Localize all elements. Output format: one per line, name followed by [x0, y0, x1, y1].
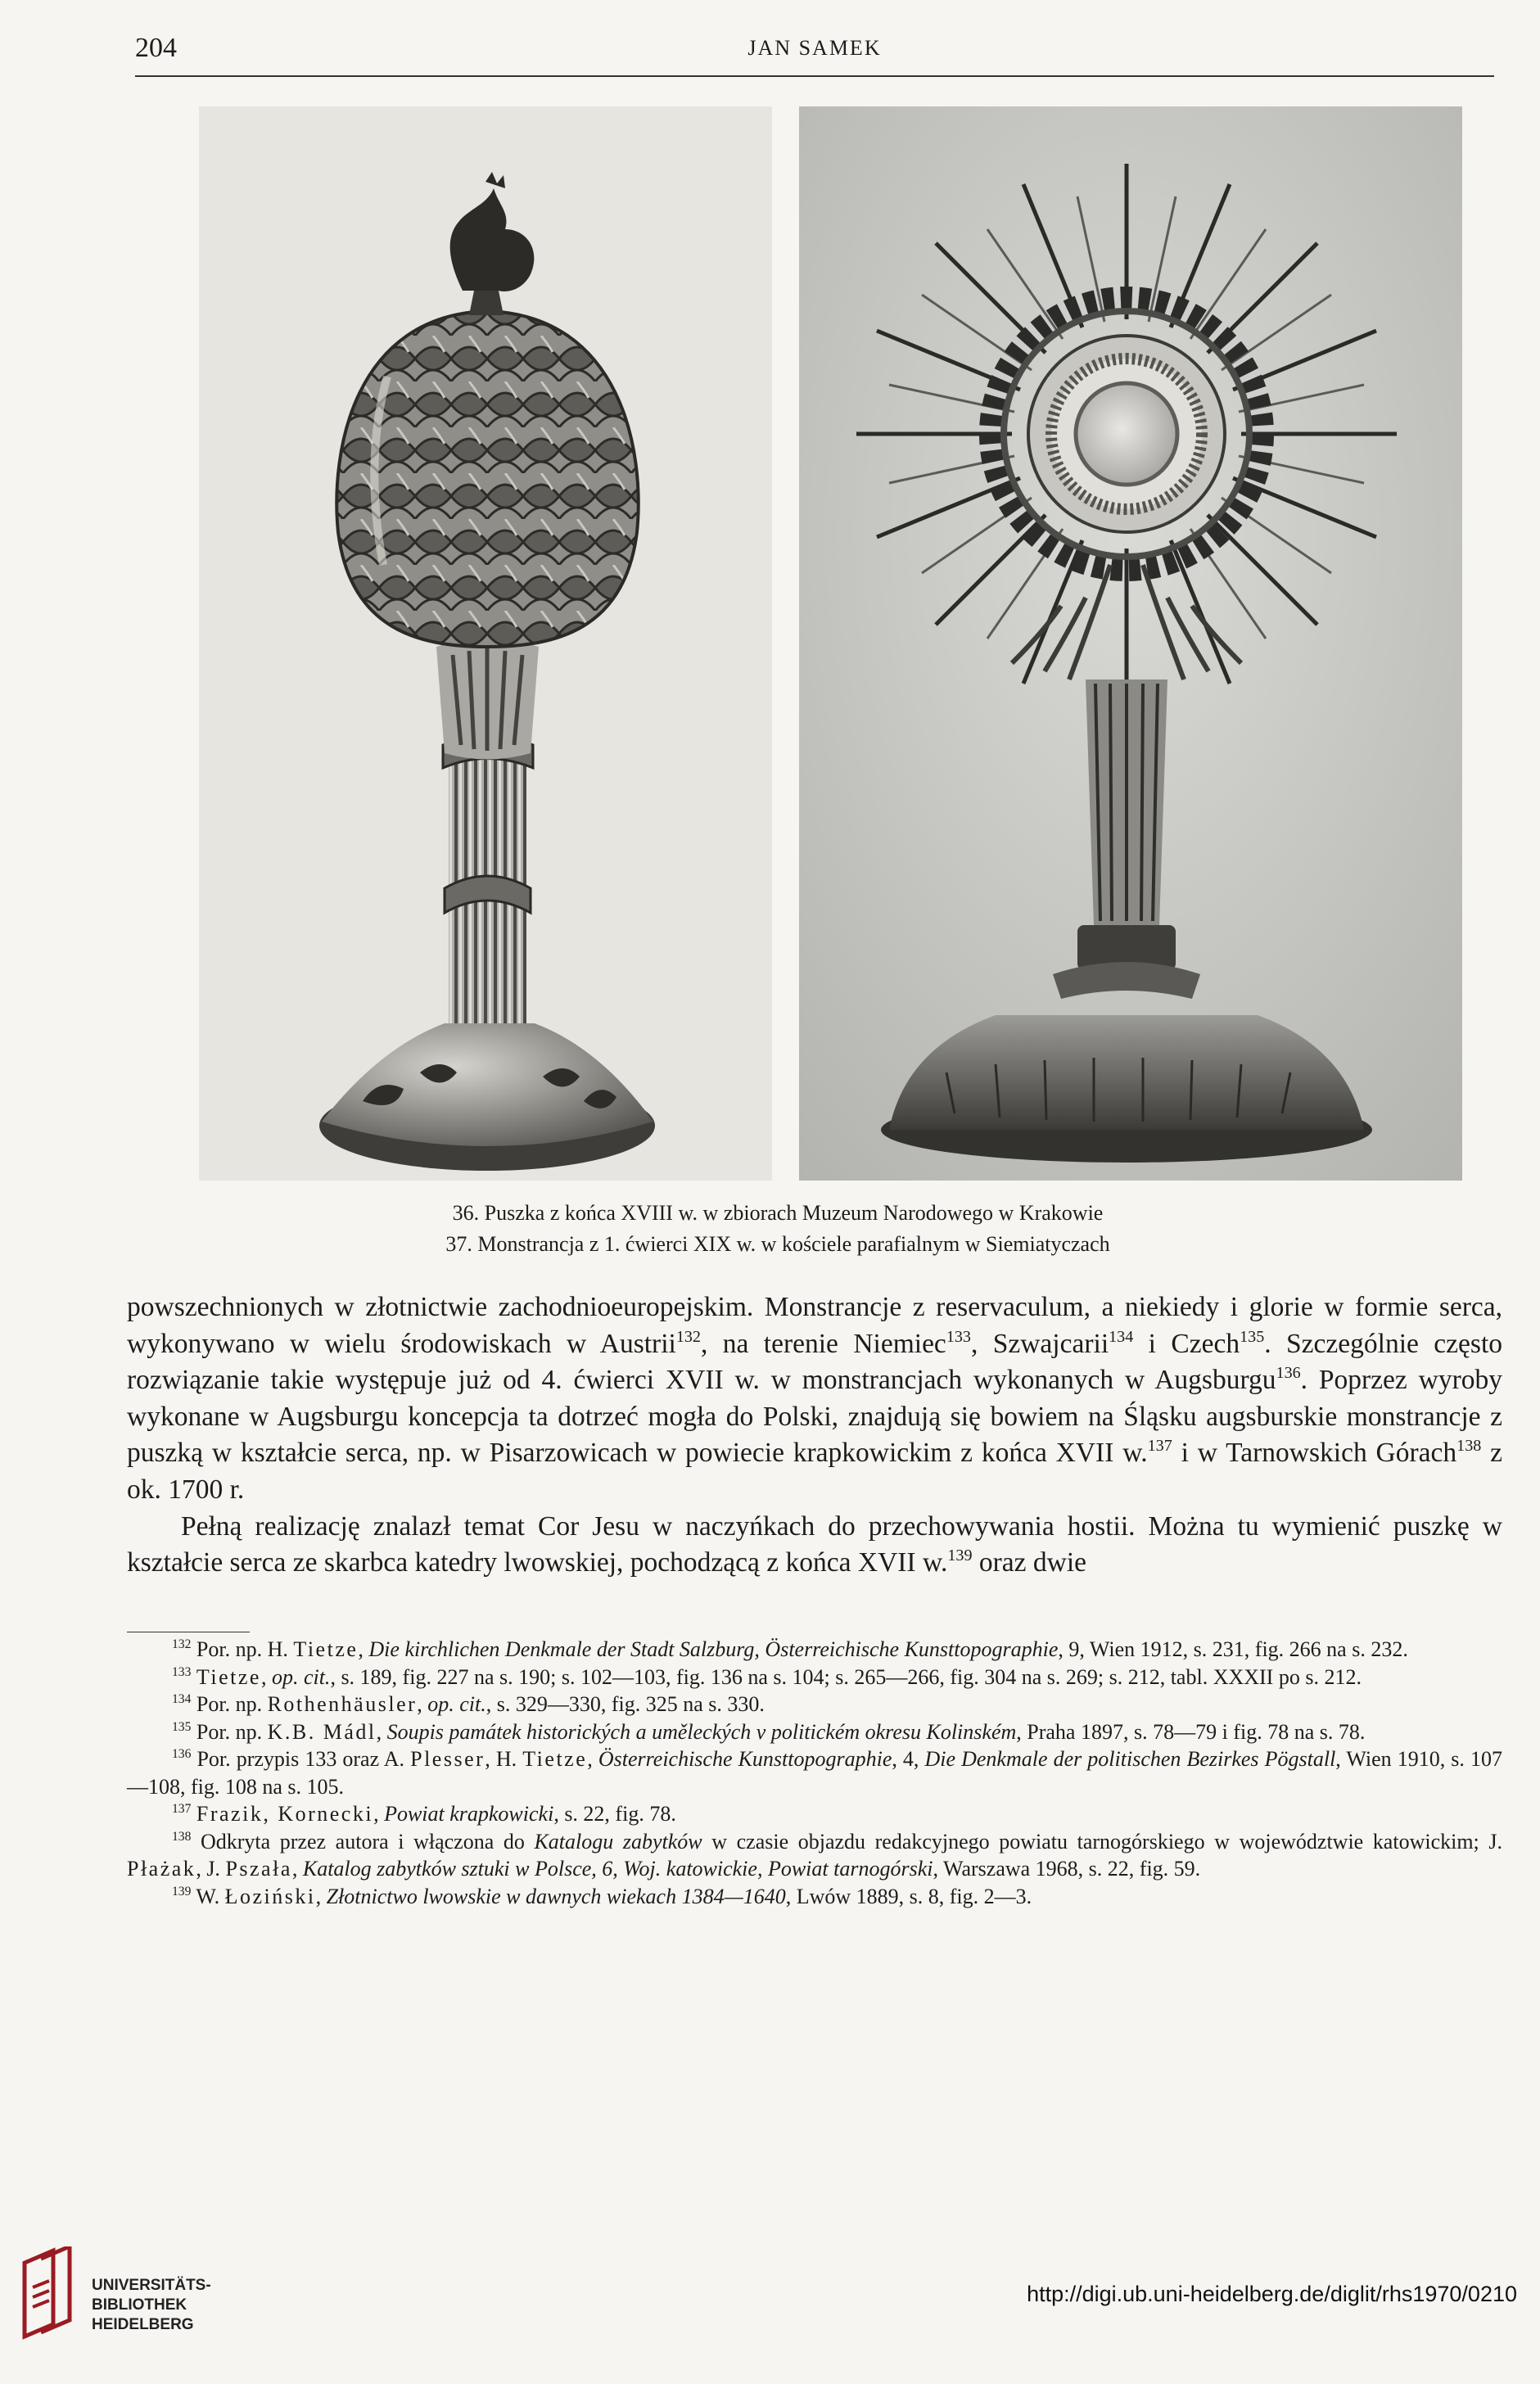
footnote-139: $^{139}$ W. Łoziński, Złotnictwo lwowskie w dawnych wiekach 1384—1640, Lwów 1889, s. 8, fig. 2—3.	[172, 1884, 1032, 1908]
footnote-ref-139[interactable]: 139	[947, 1546, 973, 1565]
figure-37-monstrance	[799, 106, 1462, 1181]
footnote-132: $^{132}$ Por. np. H. Tietze, Die kirchlichen Denkmale der Stadt Salzburg, Österreichische Kunsttopographie, 9, Wien 1912, s. 231, fig. 266 na s. 232.	[172, 1637, 1408, 1661]
figure-captions	[246, 1198, 1310, 1260]
figure-36-pyx	[199, 106, 772, 1181]
footnote-ref-133[interactable]: 133	[946, 1327, 971, 1346]
footnote-ref-134[interactable]: 134	[1109, 1327, 1134, 1346]
pyx-illustration	[199, 106, 772, 1181]
paragraph-1: powszechnionych w złotnictwie zachodnioeuropejskim. Monstrancje z reservaculum, a niekiedy i glorie w formie serca, wykonywano w wielu środowiskach w Austrii$^{132}$, na terenie Niemiec$^{133}$, Szwajcarii$^{134}$ i Czech$^{135}$. Szczególnie często rozwiązanie takie występuje już od 4. ćwierci XVII w. w monstrancjach wykonanych w Augsburgu$^{136}$. Poprzez wyroby wykonane w Augsburgu koncepcja ta dotrzeć mogła do Polski, znajdują się bowiem na Śląsku augsburskie monstrancje z puszką w kształcie serca, np. w Pisarzowicach w powiecie krapkowickim z końca XVII w.$^{137}$ i w Tarnowskich Górach$^{138}$ z ok. 1700 r.	[127, 1292, 1502, 1505]
footnote-133: $^{133}$ Tietze, op. cit., s. 189, fig. 227 na s. 190; s. 102—103, fig. 136 na s. 104; s. 265—266, fig. 304 na s. 269; s. 212, tabl. XXXII po s. 212.	[172, 1664, 1362, 1689]
body-text	[127, 1289, 1502, 1582]
page-header	[135, 33, 1494, 77]
caption-figure-36: 36. Puszka z końca XVIII w. w zbiorach Muzeum Narodowego w Krakowie	[452, 1201, 1104, 1225]
footnote-134: $^{134}$ Por. np. Rothenhäusler, op. cit., s. 329—330, fig. 325 na s. 330.	[172, 1691, 765, 1716]
caption-figure-37: 37. Monstrancja z 1. ćwierci XIX w. w kościele parafialnym w Siemiatyczach	[445, 1232, 1110, 1256]
footnote-ref-132[interactable]: 132	[675, 1327, 701, 1346]
running-head: JAN SAMEK	[747, 36, 882, 60]
footnotes	[127, 1636, 1502, 1910]
footnote-137: $^{137}$ Frazik, Kornecki, Powiat krapkowicki, s. 22, fig. 78.	[172, 1801, 676, 1826]
page-number: 204	[135, 33, 177, 63]
footnote-135: $^{135}$ Por. np. K.B. Mádl, Soupis památek historických a uměleckých v politickém okresu Kolinském, Praha 1897, s. 78—79 i fig. 78 na s. 78.	[172, 1719, 1366, 1744]
footnote-ref-135[interactable]: 135	[1240, 1327, 1265, 1346]
footnote-138: $^{138}$ Odkryta przez autora i włączona do Katalogu zabytków w czasie objazdu redakcyjnego powiatu tarnogórskiego w województwie katowickim; J. Płażak, J. Pszała, Katalog zabytków sztuki w Polsce, 6, Woj. katowickie, Powiat tarnogórski, Warszawa 1968, s. 22, fig. 59.	[127, 1829, 1503, 1881]
source-url-link[interactable]: http://digi.ub.uni-heidelberg.de/diglit/rhs1970/0210	[1027, 2282, 1517, 2306]
monstrance-illustration	[799, 106, 1462, 1181]
footnote-ref-137[interactable]: 137	[1147, 1437, 1172, 1456]
footnote-ref-138[interactable]: 138	[1456, 1437, 1482, 1456]
footnote-136: $^{136}$ Por. przypis 133 oraz A. Plesser, H. Tietze, Österreichische Kunsttopographie, 4, Die Denkmale der politischen Bezirkes Pögstall, Wien 1910, s. 107—108, fig. 108 na s. 105.	[127, 1746, 1502, 1799]
library-name: UNIVERSITÄTS- BIBLIOTHEK HEIDELBERG	[92, 2277, 211, 2333]
paragraph-2: Pełną realizację znalazł temat Cor Jesu w naczyńkach do przechowywania hostii. Można tu wymienić puszkę w kształcie serca ze skarbca katedry lwowskiej, pochodzącą z końca XVII w.$^{139}$ oraz dwie	[127, 1510, 1502, 1578]
footnote-ref-136[interactable]: 136	[1276, 1364, 1301, 1383]
library-logo-icon	[8, 2246, 90, 2345]
